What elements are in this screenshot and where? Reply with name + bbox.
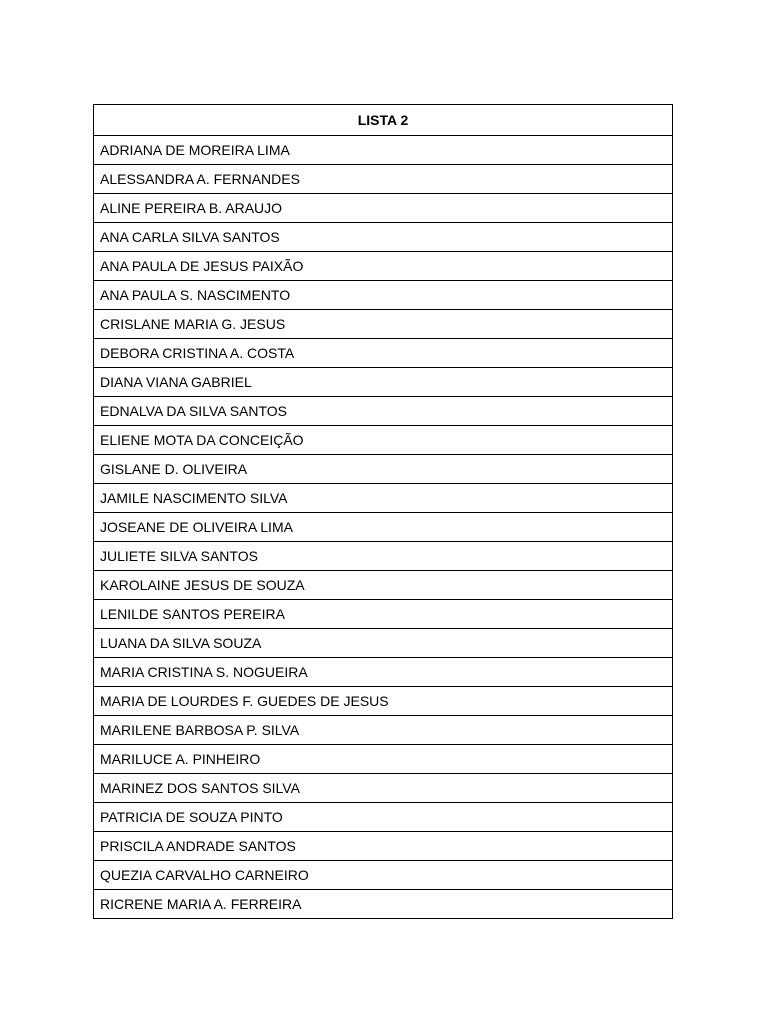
table-row bbox=[94, 513, 673, 542]
name-cell: ANA PAULA S. NASCIMENTO bbox=[94, 281, 673, 310]
name-cell: ELIENE MOTA DA CONCEIÇÃO bbox=[94, 426, 673, 455]
list-title: LISTA 2 bbox=[94, 105, 673, 136]
name-cell: PRISCILA ANDRADE SANTOS bbox=[94, 832, 673, 861]
table-row bbox=[94, 455, 673, 484]
table-row bbox=[94, 136, 673, 165]
name-cell: LENILDE SANTOS PEREIRA bbox=[94, 600, 673, 629]
name-cell: ANA CARLA SILVA SANTOS bbox=[94, 223, 673, 252]
name-cell: ADRIANA DE MOREIRA LIMA bbox=[94, 136, 673, 165]
table-row bbox=[94, 281, 673, 310]
table-row bbox=[94, 194, 673, 223]
table-row bbox=[94, 484, 673, 513]
name-list-table bbox=[93, 104, 673, 919]
name-cell: JAMILE NASCIMENTO SILVA bbox=[94, 484, 673, 513]
name-cell: LUANA DA SILVA SOUZA bbox=[94, 629, 673, 658]
table-row bbox=[94, 310, 673, 339]
table-header-row bbox=[94, 105, 673, 136]
name-cell: ANA PAULA DE JESUS PAIXÃO bbox=[94, 252, 673, 281]
name-cell: JULIETE SILVA SANTOS bbox=[94, 542, 673, 571]
name-cell: DEBORA CRISTINA A. COSTA bbox=[94, 339, 673, 368]
table-row bbox=[94, 745, 673, 774]
name-cell: MARILUCE A. PINHEIRO bbox=[94, 745, 673, 774]
name-cell: ALINE PEREIRA B. ARAUJO bbox=[94, 194, 673, 223]
name-cell: DIANA VIANA GABRIEL bbox=[94, 368, 673, 397]
table-row bbox=[94, 687, 673, 716]
table-row bbox=[94, 629, 673, 658]
name-cell: EDNALVA DA SILVA SANTOS bbox=[94, 397, 673, 426]
table-row bbox=[94, 600, 673, 629]
table-row bbox=[94, 368, 673, 397]
name-cell: JOSEANE DE OLIVEIRA LIMA bbox=[94, 513, 673, 542]
name-cell: RICRENE MARIA A. FERREIRA bbox=[94, 890, 673, 919]
name-cell: CRISLANE MARIA G. JESUS bbox=[94, 310, 673, 339]
table-row bbox=[94, 223, 673, 252]
table-row bbox=[94, 252, 673, 281]
name-cell: MARIA DE LOURDES F. GUEDES DE JESUS bbox=[94, 687, 673, 716]
table-row bbox=[94, 890, 673, 919]
name-cell: QUEZIA CARVALHO CARNEIRO bbox=[94, 861, 673, 890]
table-row bbox=[94, 658, 673, 687]
table-row bbox=[94, 165, 673, 194]
table-row bbox=[94, 426, 673, 455]
name-cell: KAROLAINE JESUS DE SOUZA bbox=[94, 571, 673, 600]
name-cell: GISLANE D. OLIVEIRA bbox=[94, 455, 673, 484]
table-row bbox=[94, 832, 673, 861]
name-cell: MARILENE BARBOSA P. SILVA bbox=[94, 716, 673, 745]
table-row bbox=[94, 397, 673, 426]
table-row bbox=[94, 339, 673, 368]
table-row bbox=[94, 803, 673, 832]
name-cell: PATRICIA DE SOUZA PINTO bbox=[94, 803, 673, 832]
name-cell: MARINEZ DOS SANTOS SILVA bbox=[94, 774, 673, 803]
table-row bbox=[94, 571, 673, 600]
name-list-body bbox=[94, 136, 673, 919]
name-cell: ALESSANDRA A. FERNANDES bbox=[94, 165, 673, 194]
table-row bbox=[94, 542, 673, 571]
table-row bbox=[94, 716, 673, 745]
name-cell: MARIA CRISTINA S. NOGUEIRA bbox=[94, 658, 673, 687]
table-row bbox=[94, 861, 673, 890]
table-row bbox=[94, 774, 673, 803]
